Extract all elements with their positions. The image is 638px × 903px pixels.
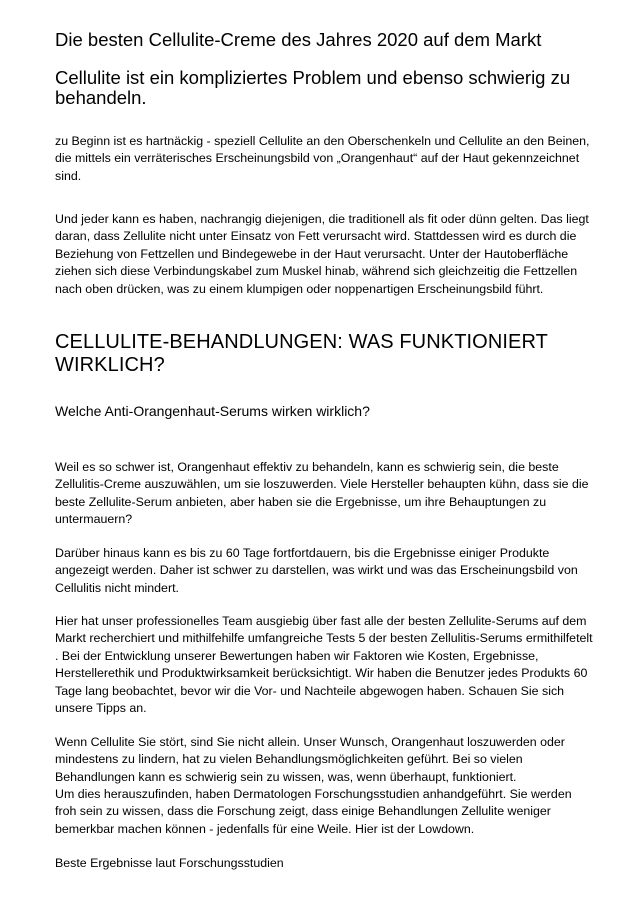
body-paragraph-3: Hier hat unser professionelles Team ausgiebig über fast alle der besten Zellulite-Serums auf dem Markt recherchiert und mithilfehilfe umfangreiche Tests 5 der besten Zellulitis-Serums ermithilfetelt . Bei der Entwicklung unserer Bewertungen haben wir Faktoren wie Kosten, Ergebnisse, Herstellerethik und Produktwirksamkeit berücksichtigt. Wir haben die Benutzer jedes Produkts 60 Tage lang beobachtet, bevor wir die Vor- und Nachteile abgewogen haben. Schauen Sie sich unsere Tipps an. bbox=[55, 614, 593, 716]
body-paragraph-5: Um dies herauszufinden, haben Dermatologen Forschungsstudien anhandgeführt. Sie werden froh sein zu wissen, dass die Forschung zeigt, dass einige Behandlungen Zellulite weniger bemerkbar machen können - jedenfalls für eine Weile. Hier ist der Lowdown. bbox=[55, 787, 572, 836]
body-paragraph-2: Darüber hinaus kann es bis zu 60 Tage fortfortdauern, bis die Ergebnisse einiger Produkte angezeigt werden. Daher ist schwer zu darstellen, was wirkt und was das Erscheinungsbild von Cellulitis nicht mindert. bbox=[55, 546, 578, 595]
section-heading: CELLULITE-BEHANDLUNGEN: WAS FUNKTIONIERT WIRKLICH? bbox=[55, 331, 548, 376]
intro-paragraph-1: zu Beginn ist es hartnäckig - speziell Cellulite an den Oberschenkeln und Cellulite an den Beinen, die mittels ein verräterisches Erscheinungsbild von „Orangenhaut“ auf der Haut gekennzeichnet sind. bbox=[55, 134, 590, 183]
page-title: Die besten Cellulite-Creme des Jahres 2020 auf dem Markt bbox=[55, 29, 542, 50]
page-subtitle: Cellulite ist ein kompliziertes Problem und ebenso schwierig zu behandeln. bbox=[55, 67, 571, 108]
question-heading: Welche Anti-Orangenhaut-Serums wirken wirklich? bbox=[55, 403, 370, 419]
body-paragraph-4: Wenn Cellulite Sie stört, sind Sie nicht allein. Unser Wunsch, Orangenhaut loszuwerden oder mindestens zu lindern, hat zu vielen Behandlungsmöglichkeiten geführt. Bei so vielen Behandlungen kann es schwierig sein zu wissen, was, wenn überhaupt, funktioniert. bbox=[55, 735, 565, 784]
intro-paragraph-2: Und jeder kann es haben, nachrangig diejenigen, die traditionell als fit oder dünn gelten. Das liegt daran, dass Zellulite nicht unter Einsatz von Fett verursacht wird. Stattdessen wird es durch die Beziehung von Fettzellen und Bindegewebe in der Haut verursacht. Unter der Hautoberfläche ziehen sich diese Verbindungskabel zum Muskel hinab, während sich gleichzeitig die Fettzellen nach oben drücken, was zu einem klumpigen oder noppenartigen Erscheinungsbild führt. bbox=[55, 212, 589, 296]
body-paragraph-6: Beste Ergebnisse laut Forschungsstudien bbox=[55, 856, 284, 870]
body-paragraph-1: Weil es so schwer ist, Orangenhaut effektiv zu behandeln, kann es schwierig sein, die beste Zellulitis-Creme auszuwählen, um sie loszuwerden. Viele Hersteller behaupten kühn, dass sie die beste Zellulite-Serum anbieten, aber haben sie die Ergebnisse, um ihre Behauptungen zu untermauern? bbox=[55, 460, 589, 527]
